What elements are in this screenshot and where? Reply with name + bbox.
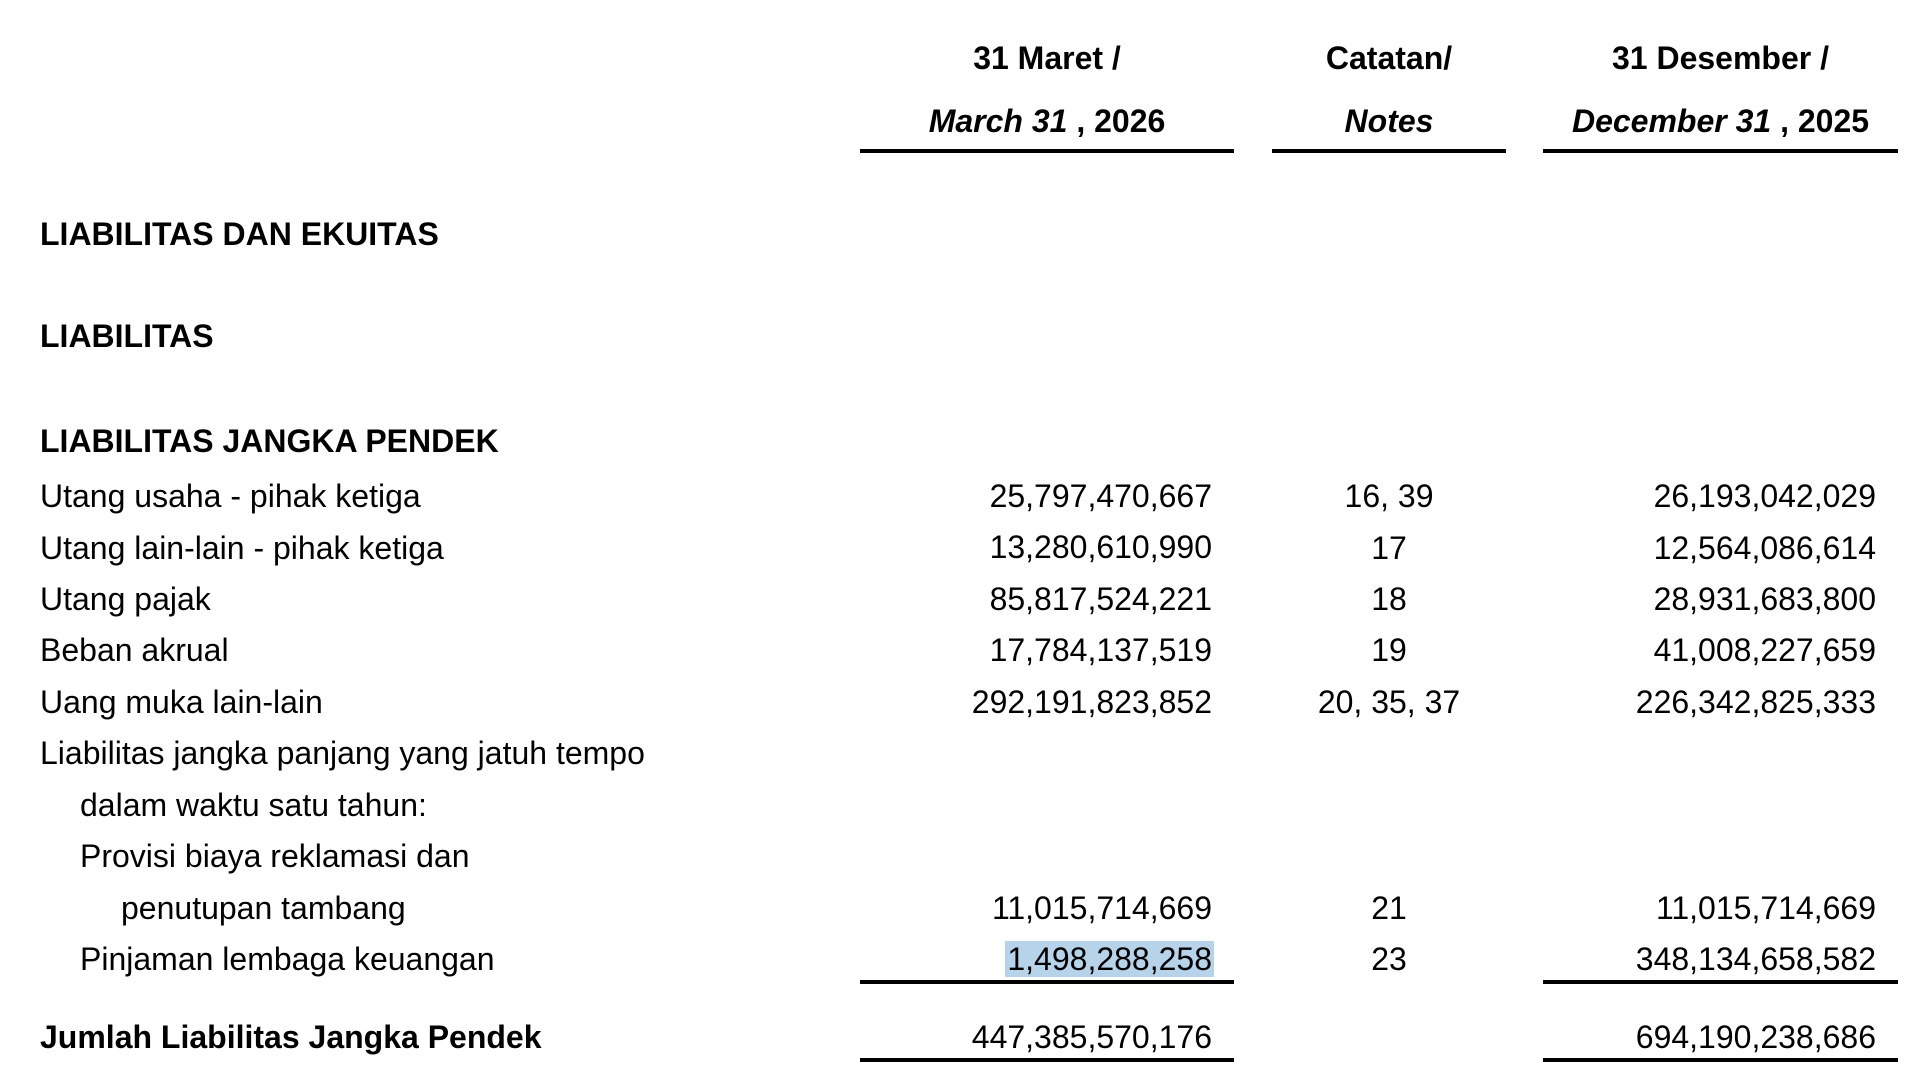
column-header-december-year: , 2025: [1771, 103, 1870, 139]
column-header-notes-underline: [1272, 149, 1506, 153]
row-notes: 21: [1371, 890, 1407, 926]
row-notes: 17: [1371, 530, 1407, 566]
row-value-dec2025: 12,564,086,614: [1653, 530, 1876, 566]
row-value-mar2026: 292,191,823,852: [971, 684, 1212, 720]
row-label-mine-closure: penutupan tambang: [121, 890, 406, 926]
row-label-financial-institution-loans: Pinjaman lembaga keuangan: [80, 941, 495, 977]
column-header-december-underline: [1543, 149, 1898, 153]
column-header-december-italic: December 31: [1571, 103, 1772, 139]
row-value-dec2025: 226,342,825,333: [1635, 684, 1876, 720]
column-header-march-italic: March 31: [928, 103, 1068, 139]
row-label-trade-payables: Utang usaha - pihak ketiga: [40, 478, 421, 514]
row-value-mar2026: 11,015,714,669: [991, 890, 1212, 926]
column-header-march-2026: [860, 40, 1234, 139]
row-notes: 23: [1371, 941, 1407, 977]
row-label-other-advances: Uang muka lain-lain: [40, 684, 323, 720]
total-value-mar2026: 447,385,570,176: [971, 1019, 1212, 1055]
subtotal-rule-dec2025: [1543, 980, 1898, 984]
section-heading-liabilities: LIABILITAS: [40, 318, 214, 354]
subtotal-rule-mar2026: [860, 980, 1234, 984]
column-header-december-2025: [1543, 40, 1898, 139]
row-label-reclamation-provision: Provisi biaya reklamasi dan: [80, 838, 470, 874]
row-value-mar2026: 13,280,610,990: [989, 529, 1212, 565]
row-value-dec2025: 28,931,683,800: [1653, 581, 1876, 617]
row-value-dec2025: 41,008,227,659: [1653, 632, 1876, 668]
total-rule-mar2026: [860, 1058, 1234, 1062]
column-header-notes-line1: Catatan/: [1325, 40, 1453, 76]
total-label: Jumlah Liabilitas Jangka Pendek: [40, 1019, 542, 1055]
total-value-dec2025: 694,190,238,686: [1635, 1019, 1876, 1055]
column-header-notes: [1272, 40, 1506, 139]
section-heading-current-liabilities: LIABILITAS JANGKA PENDEK: [40, 423, 499, 459]
row-value-dec2025: 26,193,042,029: [1653, 478, 1876, 514]
row-value-dec2025: 11,015,714,669: [1655, 890, 1876, 926]
column-header-december-line2: [1543, 103, 1898, 139]
row-label-within-one-year: dalam waktu satu tahun:: [80, 787, 427, 823]
selected-text-highlight[interactable]: 1,498,288,258: [1007, 941, 1212, 977]
row-value-mar2026-selected[interactable]: [860, 940, 1214, 978]
row-notes: 16, 39: [1344, 478, 1434, 514]
row-value-mar2026: 17,784,137,519: [989, 632, 1212, 668]
column-header-march-line1: 31 Maret /: [973, 40, 1121, 76]
row-value-dec2025: 348,134,658,582: [1635, 941, 1876, 977]
column-header-march-year: , 2026: [1067, 103, 1166, 139]
row-value-mar2026: 85,817,524,221: [989, 581, 1212, 617]
row-notes: 19: [1371, 632, 1407, 668]
row-label-accrued-expenses: Beban akrual: [40, 632, 229, 668]
row-notes: 18: [1371, 581, 1407, 617]
row-label-other-payables: Utang lain-lain - pihak ketiga: [40, 530, 444, 566]
section-heading-liabilities-and-equity: LIABILITAS DAN EKUITAS: [40, 216, 439, 252]
row-label-current-maturities: Liabilitas jangka panjang yang jatuh tempo: [40, 735, 645, 771]
column-header-december-line1: 31 Desember /: [1611, 40, 1829, 76]
row-label-taxes-payable: Utang pajak: [40, 581, 211, 617]
row-notes: 20, 35, 37: [1317, 684, 1461, 720]
column-header-notes-italic: Notes: [1344, 103, 1434, 139]
column-header-march-underline: [860, 149, 1234, 153]
column-header-march-line2: [860, 103, 1234, 139]
total-rule-dec2025: [1543, 1058, 1898, 1062]
row-value-mar2026: 25,797,470,667: [989, 478, 1212, 514]
column-header-notes-line2: [1272, 103, 1506, 139]
